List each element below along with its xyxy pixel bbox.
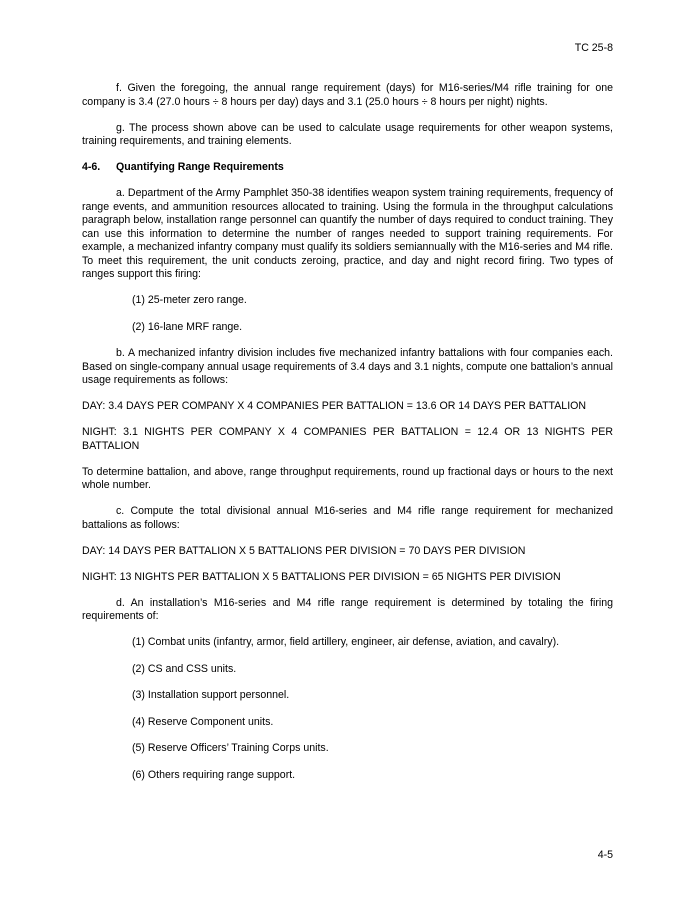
rounding-note: To determine battalion, and above, range throughput requirements, round up fractional days or hours to the next whole number.: [82, 465, 613, 491]
page-body: [82, 82, 613, 795]
list-item: (2) 16-lane MRF range.: [132, 320, 243, 333]
paragraph-a: a. Department of the Army Pamphlet 350-38 identifies weapon system training requirements, frequency of range events, and ammunition resources allocated to training. Using the formula in the throughput calculations paragraph below, installation range personnel can quantify the number of days required to conduct training. They can use this information to determine the number of ranges needed to support training requirements. For example, a mechanized infantry company must qualify its soldiers semiannually with the M16-series and M4 rifle. To meet this requirement, the unit conducts zeroing, practice, and day and night record firing. Two types of ranges support this firing:: [82, 187, 613, 280]
equation-night-battalion: NIGHT: 3.1 NIGHTS PER COMPANY X 4 COMPANIES PER BATTALION = 12.4 OR 13 NIGHTS PER BATTALION: [82, 426, 613, 452]
list-item: (1) 25-meter zero range.: [132, 294, 247, 306]
list-item: (4) Reserve Component units.: [132, 715, 274, 728]
paragraph-f: f. Given the foregoing, the annual range requirement (days) for M16-series/M4 rifle training for one company is 3.4 (27.0 hours ÷ 8 hours per day) days and 3.1 (25.0 hours ÷ 8 hours per night) nights.: [82, 82, 613, 108]
list-item: (2) CS and CSS units.: [132, 662, 237, 675]
list-item: (3) Installation support personnel.: [132, 689, 290, 701]
paragraph-g: g. The process shown above can be used to calculate usage requirements for other weapon systems, training requirements, and training elements.: [82, 121, 613, 147]
equation-day-battalion: DAY: 3.4 DAYS PER COMPANY X 4 COMPANIES PER BATTALION = 13.6 OR 14 DAYS PER BATTALION: [82, 400, 587, 412]
section-number: 4-6.: [82, 161, 101, 173]
paragraph-d: d. An installation’s M16-series and M4 rifle range requirement is determined by totaling the firing requirements of:: [82, 596, 613, 622]
equation-day-division: DAY: 14 DAYS PER BATTALION X 5 BATTALIONS PER DIVISION = 70 DAYS PER DIVISION: [82, 544, 526, 557]
section-heading: [82, 161, 613, 175]
paragraph-c: c. Compute the total divisional annual M16-series and M4 rifle range requirement for mechanized battalions as follows:: [82, 505, 613, 531]
list-item: (6) Others requiring range support.: [132, 768, 296, 781]
page-number: 4-5: [597, 849, 613, 861]
page-header-doc-id: TC 25-8: [574, 42, 613, 54]
equation-night-division: NIGHT: 13 NIGHTS PER BATTALION X 5 BATTALIONS PER DIVISION = 65 NIGHTS PER DIVISION: [82, 570, 561, 583]
section-title: Quantifying Range Requirements: [116, 161, 284, 173]
list-item: (1) Combat units (infantry, armor, field artillery, engineer, air defense, aviation, and cavalry).: [132, 636, 560, 648]
paragraph-b: b. A mechanized infantry division includes five mechanized infantry battalions with four companies each. Based on single-company annual usage requirements of 3.4 days and 3.1 nights, compute one battalion’s annual usage requirements as follows:: [82, 347, 613, 386]
list-item: (5) Reserve Officers’ Training Corps units.: [132, 742, 329, 754]
